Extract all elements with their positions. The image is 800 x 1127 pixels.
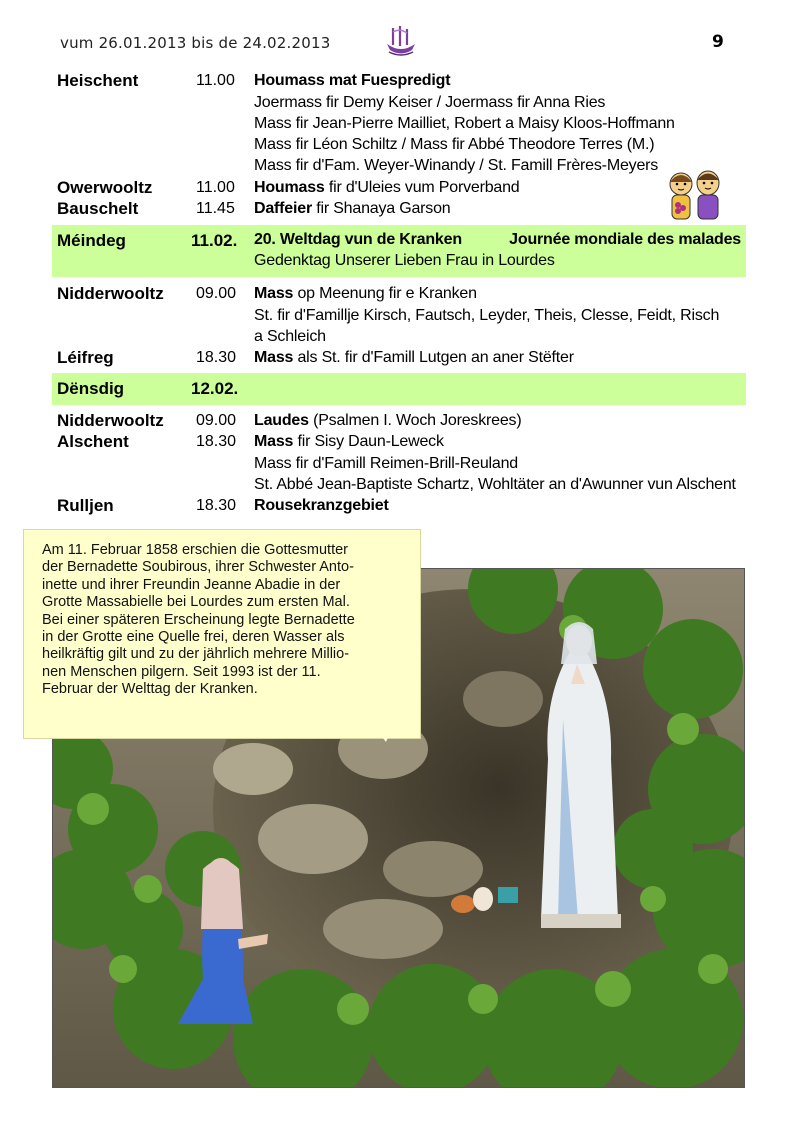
time: 09.00	[196, 285, 237, 302]
time: 11.00	[196, 179, 235, 196]
description: a Schleich	[254, 328, 326, 345]
parish-logo-icon	[384, 24, 418, 56]
callout-line: Bei einer späteren Erscheinung legte Bernadette	[42, 611, 355, 628]
description: St. fir d'Famillje Kirsch, Fautsch, Leyder, Theis, Clesse, Feidt, Risch	[254, 307, 720, 324]
description: Mass als St. fir d'Famill Lutgen an aner Stëfter	[254, 349, 574, 366]
schedule-row	[0, 347, 800, 369]
page-number: 9	[712, 32, 724, 52]
schedule-row	[0, 134, 800, 156]
day-label: Dënsdig	[57, 379, 125, 398]
description: St. Abbé Jean-Baptiste Schartz, Wohltäter an d'Awunner vun Alschent	[254, 476, 736, 493]
place-name: Bauschelt	[57, 199, 139, 218]
callout-line: Grotte Massabielle bei Lourdes zum ersten Mal.	[42, 594, 350, 611]
callout-pointer-icon	[360, 708, 420, 748]
time: 09.00	[196, 412, 237, 429]
time: 11.00	[196, 72, 235, 89]
date-label: 11.02.	[191, 231, 238, 250]
description: Laudes (Psalmen I. Woch Joreskrees)	[254, 412, 522, 429]
place-name: Alschent	[57, 432, 129, 451]
callout-line: heilkräftig gilt und zu der jährlich mehrere Millio-	[42, 646, 350, 663]
observance-title: 20. Weltdag vun de Kranken	[254, 231, 462, 248]
day-label: Méindeg	[57, 231, 126, 250]
callout-line: in der Grotte eine Quelle frei, deren Wasser als	[42, 629, 345, 646]
callout-line: der Bernadette Soubirous, ihrer Schwester Anto-	[42, 559, 354, 576]
schedule-row	[0, 474, 800, 496]
schedule-row	[0, 305, 800, 327]
description: Joermass fir Demy Keiser / Joermass fir Anna Ries	[254, 94, 606, 111]
description: Mass op Meenung fir e Kranken	[254, 285, 477, 302]
description: Mass fir Sisy Daun-Leweck	[254, 433, 444, 450]
schedule-row	[0, 326, 800, 348]
time: 18.30	[196, 433, 237, 450]
description: Daffeier fir Shanaya Garson	[254, 200, 451, 217]
observance-subtitle: Gedenktag Unserer Lieben Frau in Lourdes	[254, 252, 555, 269]
description: Houmass mat Fuespredigt	[254, 72, 451, 89]
place-name: Nidderwooltz	[57, 284, 164, 303]
place-name: Nidderwooltz	[57, 411, 164, 430]
callout-line: nen Menschen pilgern. Seit 1993 ist der 11.	[42, 663, 321, 680]
schedule-row	[0, 410, 800, 432]
callout-line: Am 11. Februar 1858 erschien die Gottesmutter	[42, 542, 348, 558]
schedule-row	[0, 92, 800, 114]
time: 18.30	[196, 497, 237, 514]
description: Houmass fir d'Uleies vum Porverband	[254, 179, 520, 196]
place-name: Léifreg	[57, 348, 114, 367]
schedule-row	[0, 113, 800, 135]
place-name: Owerwooltz	[57, 178, 153, 197]
description: Mass fir Léon Schiltz / Mass fir Abbé Theodore Terres (M.)	[254, 136, 655, 153]
place-name: Rulljen	[57, 496, 114, 515]
schedule-row	[0, 453, 800, 475]
observance-title-french: Journée mondiale des malades	[509, 231, 741, 248]
schedule-row	[0, 495, 800, 517]
description: Mass fir Jean-Pierre Mailliet, Robert a Maisy Kloos-Hoffmann	[254, 115, 675, 132]
place-name: Heischent	[57, 71, 139, 90]
time: 11.45	[196, 200, 235, 217]
schedule-row	[0, 70, 800, 92]
day-band-monday	[52, 225, 746, 277]
time: 18.30	[196, 349, 237, 366]
page-header-date-range: vum 26.01.2013 bis de 24.02.2013	[60, 34, 331, 52]
day-band-tuesday	[52, 373, 746, 405]
callout-line: inette und ihrer Freundin Jeanne Abadie in der	[42, 576, 341, 593]
description: Mass fir d'Fam. Weyer-Winandy / St. Famill Frères-Meyers	[254, 157, 659, 174]
schedule-row	[0, 431, 800, 453]
children-clipart-icon	[664, 170, 726, 222]
date-label: 12.02.	[191, 379, 239, 398]
description: Mass fir d'Famill Reimen-Brill-Reuland	[254, 455, 518, 472]
schedule-row	[0, 283, 800, 305]
callout-line: Februar der Welttag der Kranken.	[42, 681, 258, 698]
description: Rousekranzgebiet	[254, 497, 389, 514]
